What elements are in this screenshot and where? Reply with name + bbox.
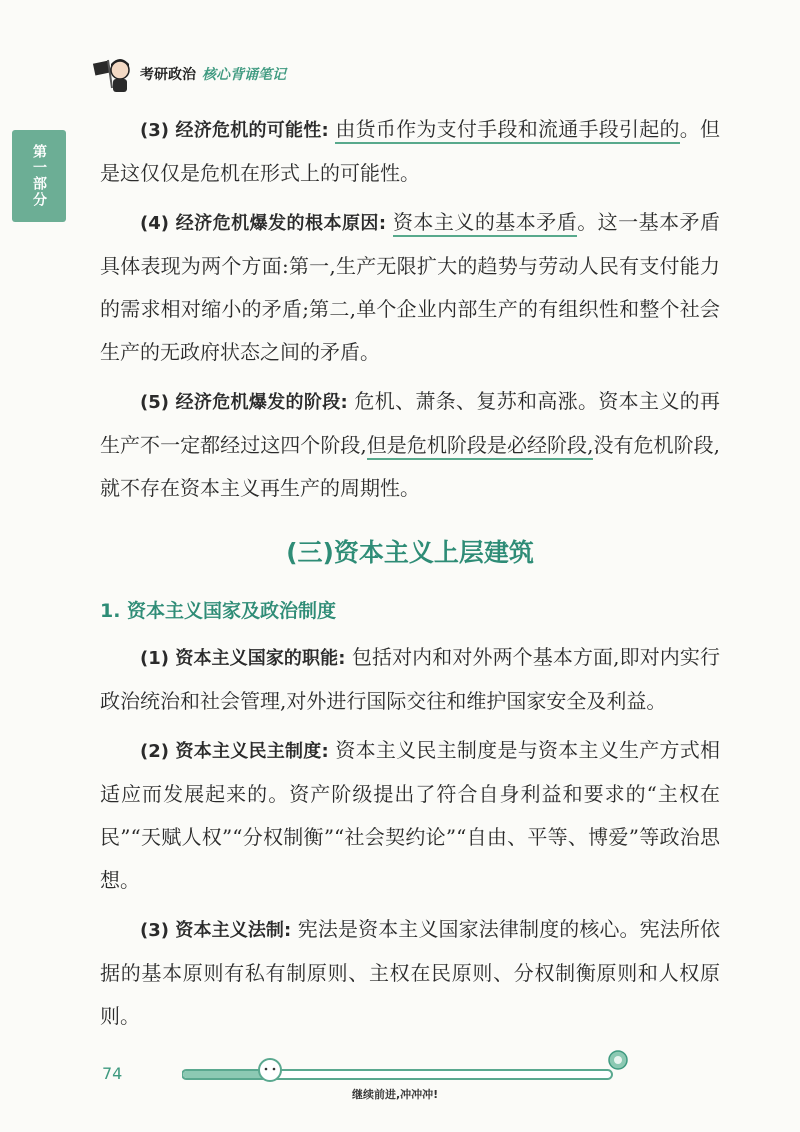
paragraph-crisis-stages <box>100 380 720 510</box>
underlined-text: 但是危机阶段是必经阶段, <box>367 433 594 460</box>
paragraph-label: (3) 经济危机的可能性: <box>140 120 329 141</box>
paragraph-democracy <box>100 729 720 902</box>
paragraph-label: (2) 资本主义民主制度: <box>140 741 329 762</box>
paragraph-legal-system <box>100 908 720 1038</box>
paragraph-text: 。但是这仅仅是危机在形式上的可能性。 <box>100 117 721 185</box>
page-number: 74 <box>102 1064 123 1083</box>
brand-title: 考研政治 <box>140 67 196 83</box>
goal-ball-icon <box>609 1051 627 1069</box>
paragraph-label: (5) 经济危机爆发的阶段: <box>140 392 348 413</box>
paragraph-crisis-possibility <box>100 108 720 195</box>
section-heading: (三)资本主义上层建筑 <box>286 538 534 567</box>
paragraph-crisis-root-cause <box>100 201 720 374</box>
paragraph-text: 宪法是资本主义国家法律制度的核心。宪法所依据的基本原则有私有制原则、主权在民原则、分权制衡原则和人权原则。 <box>100 917 721 1028</box>
underlined-text: 由货币作为支付手段和流通手段引起的 <box>335 117 679 144</box>
paragraph-text: 危机、萧条、复苏和高涨。资本主义的再生产不一定都经过这四个阶段, <box>100 389 720 457</box>
subsection-heading: 1. 资本主义国家及政治制度 <box>100 600 337 622</box>
paragraph-text: 没有危机阶段,就不存在资本主义再生产的周期性。 <box>100 433 720 500</box>
mascot-flag-icon <box>92 52 136 96</box>
paragraph-state-functions <box>100 636 720 723</box>
paragraph-text: 资本主义民主制度是与资本主义生产方式相适应而发展起来的。资产阶级提出了符合自身利益和要求的“主权在民”“天赋人权”“分权制衡”“社会契约论”“自由、平等、博爱”等政治思想。 <box>100 738 721 892</box>
paragraph-label: (4) 经济危机爆发的根本原因: <box>140 213 387 234</box>
reading-progress-bar <box>182 1046 632 1086</box>
page-content <box>100 108 720 1044</box>
underlined-text: 资本主义的基本矛盾 <box>393 210 577 237</box>
paragraph-label: (3) 资本主义法制: <box>140 920 292 941</box>
side-tab-label: 第一部分 <box>31 144 47 208</box>
paragraph-text: 包括对内和对外两个基本方面,即对内实行政治统治和社会管理,对外进行国际交往和维护国家安全及利益。 <box>100 645 721 713</box>
page-header <box>92 52 286 96</box>
paragraph-text: 。这一基本矛盾具体表现为两个方面:第一,生产无限扩大的趋势与劳动人民有支付能力的需求相对缩小的矛盾;第二,单个企业内部生产的有组织性和整个社会生产的无政府状态之间的矛盾。 <box>100 210 721 364</box>
mascot-blob-icon <box>259 1059 281 1081</box>
progress-fill <box>183 1071 269 1078</box>
paragraph-label: (1) 资本主义国家的职能: <box>140 648 346 669</box>
section-side-tab <box>12 130 66 222</box>
footer-slogan: 继续前进,冲冲冲! <box>352 1088 439 1101</box>
book-subtitle: 核心背诵笔记 <box>202 67 286 83</box>
